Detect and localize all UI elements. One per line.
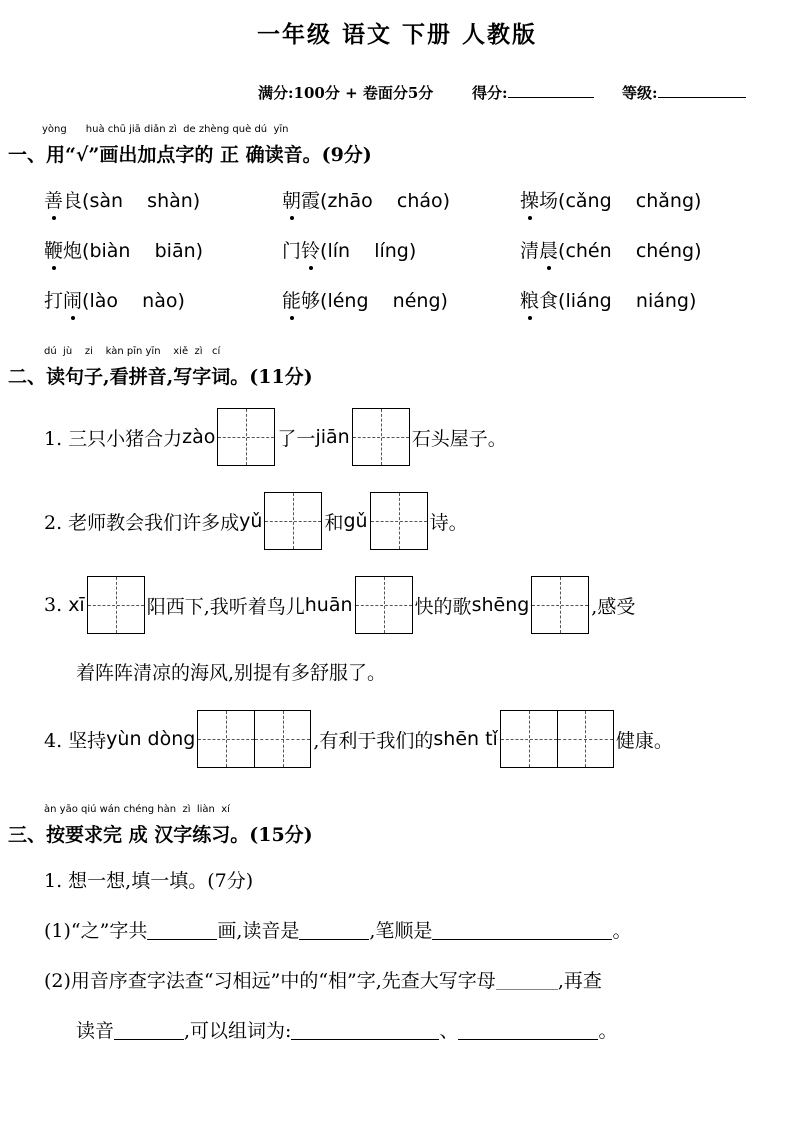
char-plain: 清 [520,240,540,262]
char-plain: 良 [63,190,83,212]
q1-pinyin-jian: jiān [315,426,350,448]
pinyin-options: (lào nào) [82,290,185,312]
pinyin-options: (cǎng chǎng) [558,190,702,212]
char-plain: 场 [539,190,559,212]
section1-heading: 一、用“√”画出加点字的 正 确读音。(9分) [8,144,372,166]
dotted-char: 闹 [63,286,82,313]
writing-box[interactable] [264,492,322,550]
q2-pinyin-yu: yǔ [239,510,263,532]
q2-pinyin-gu: gǔ [343,510,368,532]
char-plain: 炮 [63,240,83,262]
reading-choice-item[interactable] [44,286,185,313]
l2-text: (2)用音序查字法查“习相远”中的“相”字,先查大写字母 [44,970,496,992]
reading-choice-item[interactable] [44,186,200,213]
score-blank[interactable] [508,83,594,98]
dotted-char: 善 [44,186,63,213]
pronunciation-blank[interactable] [299,919,369,940]
l2-text-b: ,再查 [557,970,602,992]
grade-label: 等级: [622,84,658,102]
word-blank-2[interactable] [458,1019,598,1040]
q3-pinyin-sheng: shēng [471,594,530,616]
char-plain: 霞 [301,190,321,212]
word-blank-1[interactable] [291,1019,439,1040]
question-2-1 [44,408,507,466]
reading-choice-item[interactable] [282,236,416,263]
capital-letter-blank[interactable] [496,969,558,990]
writing-box[interactable] [352,408,410,466]
pinyin-options: (zhāo cháo) [320,190,451,212]
q4-text-c: ,有利于我们的 [313,729,434,752]
l3-text-c: 、 [439,1020,459,1042]
char-plain: 门 [282,240,302,262]
pinyin-options: (chén chéng) [558,240,702,262]
writing-box[interactable] [87,576,145,634]
writing-box[interactable] [355,576,413,634]
writing-box[interactable] [531,576,589,634]
pinyin-options: (biàn biān) [82,240,204,262]
q3-text-a: 3. [44,594,63,616]
writing-box[interactable] [217,408,275,466]
q3-pinyin-huan: huān [304,594,353,616]
line-3-1-1 [44,916,631,943]
reading-choice-item[interactable] [520,286,696,313]
char-plain: 够 [301,290,321,312]
line-3-1-3 [76,1016,618,1043]
writing-box[interactable] [370,492,428,550]
reading-choice-item[interactable] [520,186,701,213]
grade-blank[interactable] [658,83,746,98]
full-score: 满分:100分 + 卷面分5分 [258,84,434,102]
q4-text-a: 4. 坚持 [44,729,107,752]
pinyin-options: (liáng niáng) [558,290,697,312]
l1-text-c: ,笔顺是 [369,920,433,942]
question-2-4 [44,710,673,768]
l3-text-b: ,可以组词为: [184,1020,292,1042]
score-label: 得分: [472,84,508,102]
reading-choice-item[interactable] [282,286,448,313]
pinyin-options: (sàn shàn) [82,190,201,212]
l3-text-a: 读音 [76,1020,115,1042]
q1-text-c: 了一 [277,427,316,450]
question-2-3 [44,576,635,634]
dotted-char: 能 [282,286,301,313]
q3-pinyin-xi: xī [68,594,85,616]
q1-pinyin-zao: zào [182,426,216,448]
writing-box[interactable] [500,710,614,768]
subquestion-3-1: 1. 想一想,填一填。(7分) [44,870,254,892]
dotted-char: 粮 [520,286,539,313]
section3-heading: 三、按要求完 成 汉字练习。(15分) [8,824,313,846]
q3-text-c: 阳西下,我听着鸟儿 [146,595,305,618]
q2-text-a: 2. 老师教会我们许多成 [44,511,240,534]
dotted-char: 铃 [301,236,320,263]
l1-text-b: 画,读音是 [217,920,300,942]
pinyin-options: (lín líng) [320,240,417,262]
q4-pinyin-shenti: shēn tǐ [433,728,498,750]
section2-pinyin: dú jù zi kàn pīn yīn xiě zì cí [44,346,221,357]
q3-text-e: 快的歌 [414,595,472,618]
grade-field [622,82,746,103]
q3-text-g: ,感受 [591,595,636,618]
question-2-2 [44,492,468,550]
q4-text-e: 健康。 [615,729,673,752]
section1-pinyin: yòng huà chū jiā diǎn zì de zhèng què dú yīn [42,124,289,135]
dotted-char: 鞭 [44,236,63,263]
char-plain: 食 [539,290,559,312]
section2-heading: 二、读句子,看拼音,写字词。(11分) [8,366,313,388]
question-2-3-cont: 着阵阵清凉的海风,别提有多舒服了。 [76,662,387,684]
reading-choice-item[interactable] [44,236,203,263]
dotted-char: 操 [520,186,539,213]
l1-text-a: (1)“之”字共 [44,920,148,942]
q2-text-e: 诗。 [429,511,468,534]
stroke-order-blank[interactable] [432,919,612,940]
reading-choice-item[interactable] [282,186,450,213]
stroke-count-blank[interactable] [147,919,217,940]
pinyin-options: (léng néng) [320,290,448,312]
q1-text-e: 石头屋子。 [411,427,507,450]
l3-text-d: 。 [598,1020,618,1042]
l1-text-d: 。 [612,920,632,942]
dotted-char: 晨 [539,236,558,263]
line-3-1-2 [44,966,602,993]
q1-text-a: 1. 三只小猪合力 [44,427,183,450]
dotted-char: 朝 [282,186,301,213]
page-title: 一年级 语文 下册 人教版 [256,22,538,48]
score-field [472,82,594,103]
char-plain: 打 [44,290,64,312]
section3-pinyin: àn yāo qiú wán chéng hàn zì liàn xí [44,804,230,815]
q2-text-c: 和 [324,511,344,534]
reading-choice-item[interactable] [520,236,702,263]
writing-box[interactable] [197,710,311,768]
reading-blank[interactable] [114,1019,184,1040]
q4-pinyin-yundong: yùn dòng [106,728,196,750]
